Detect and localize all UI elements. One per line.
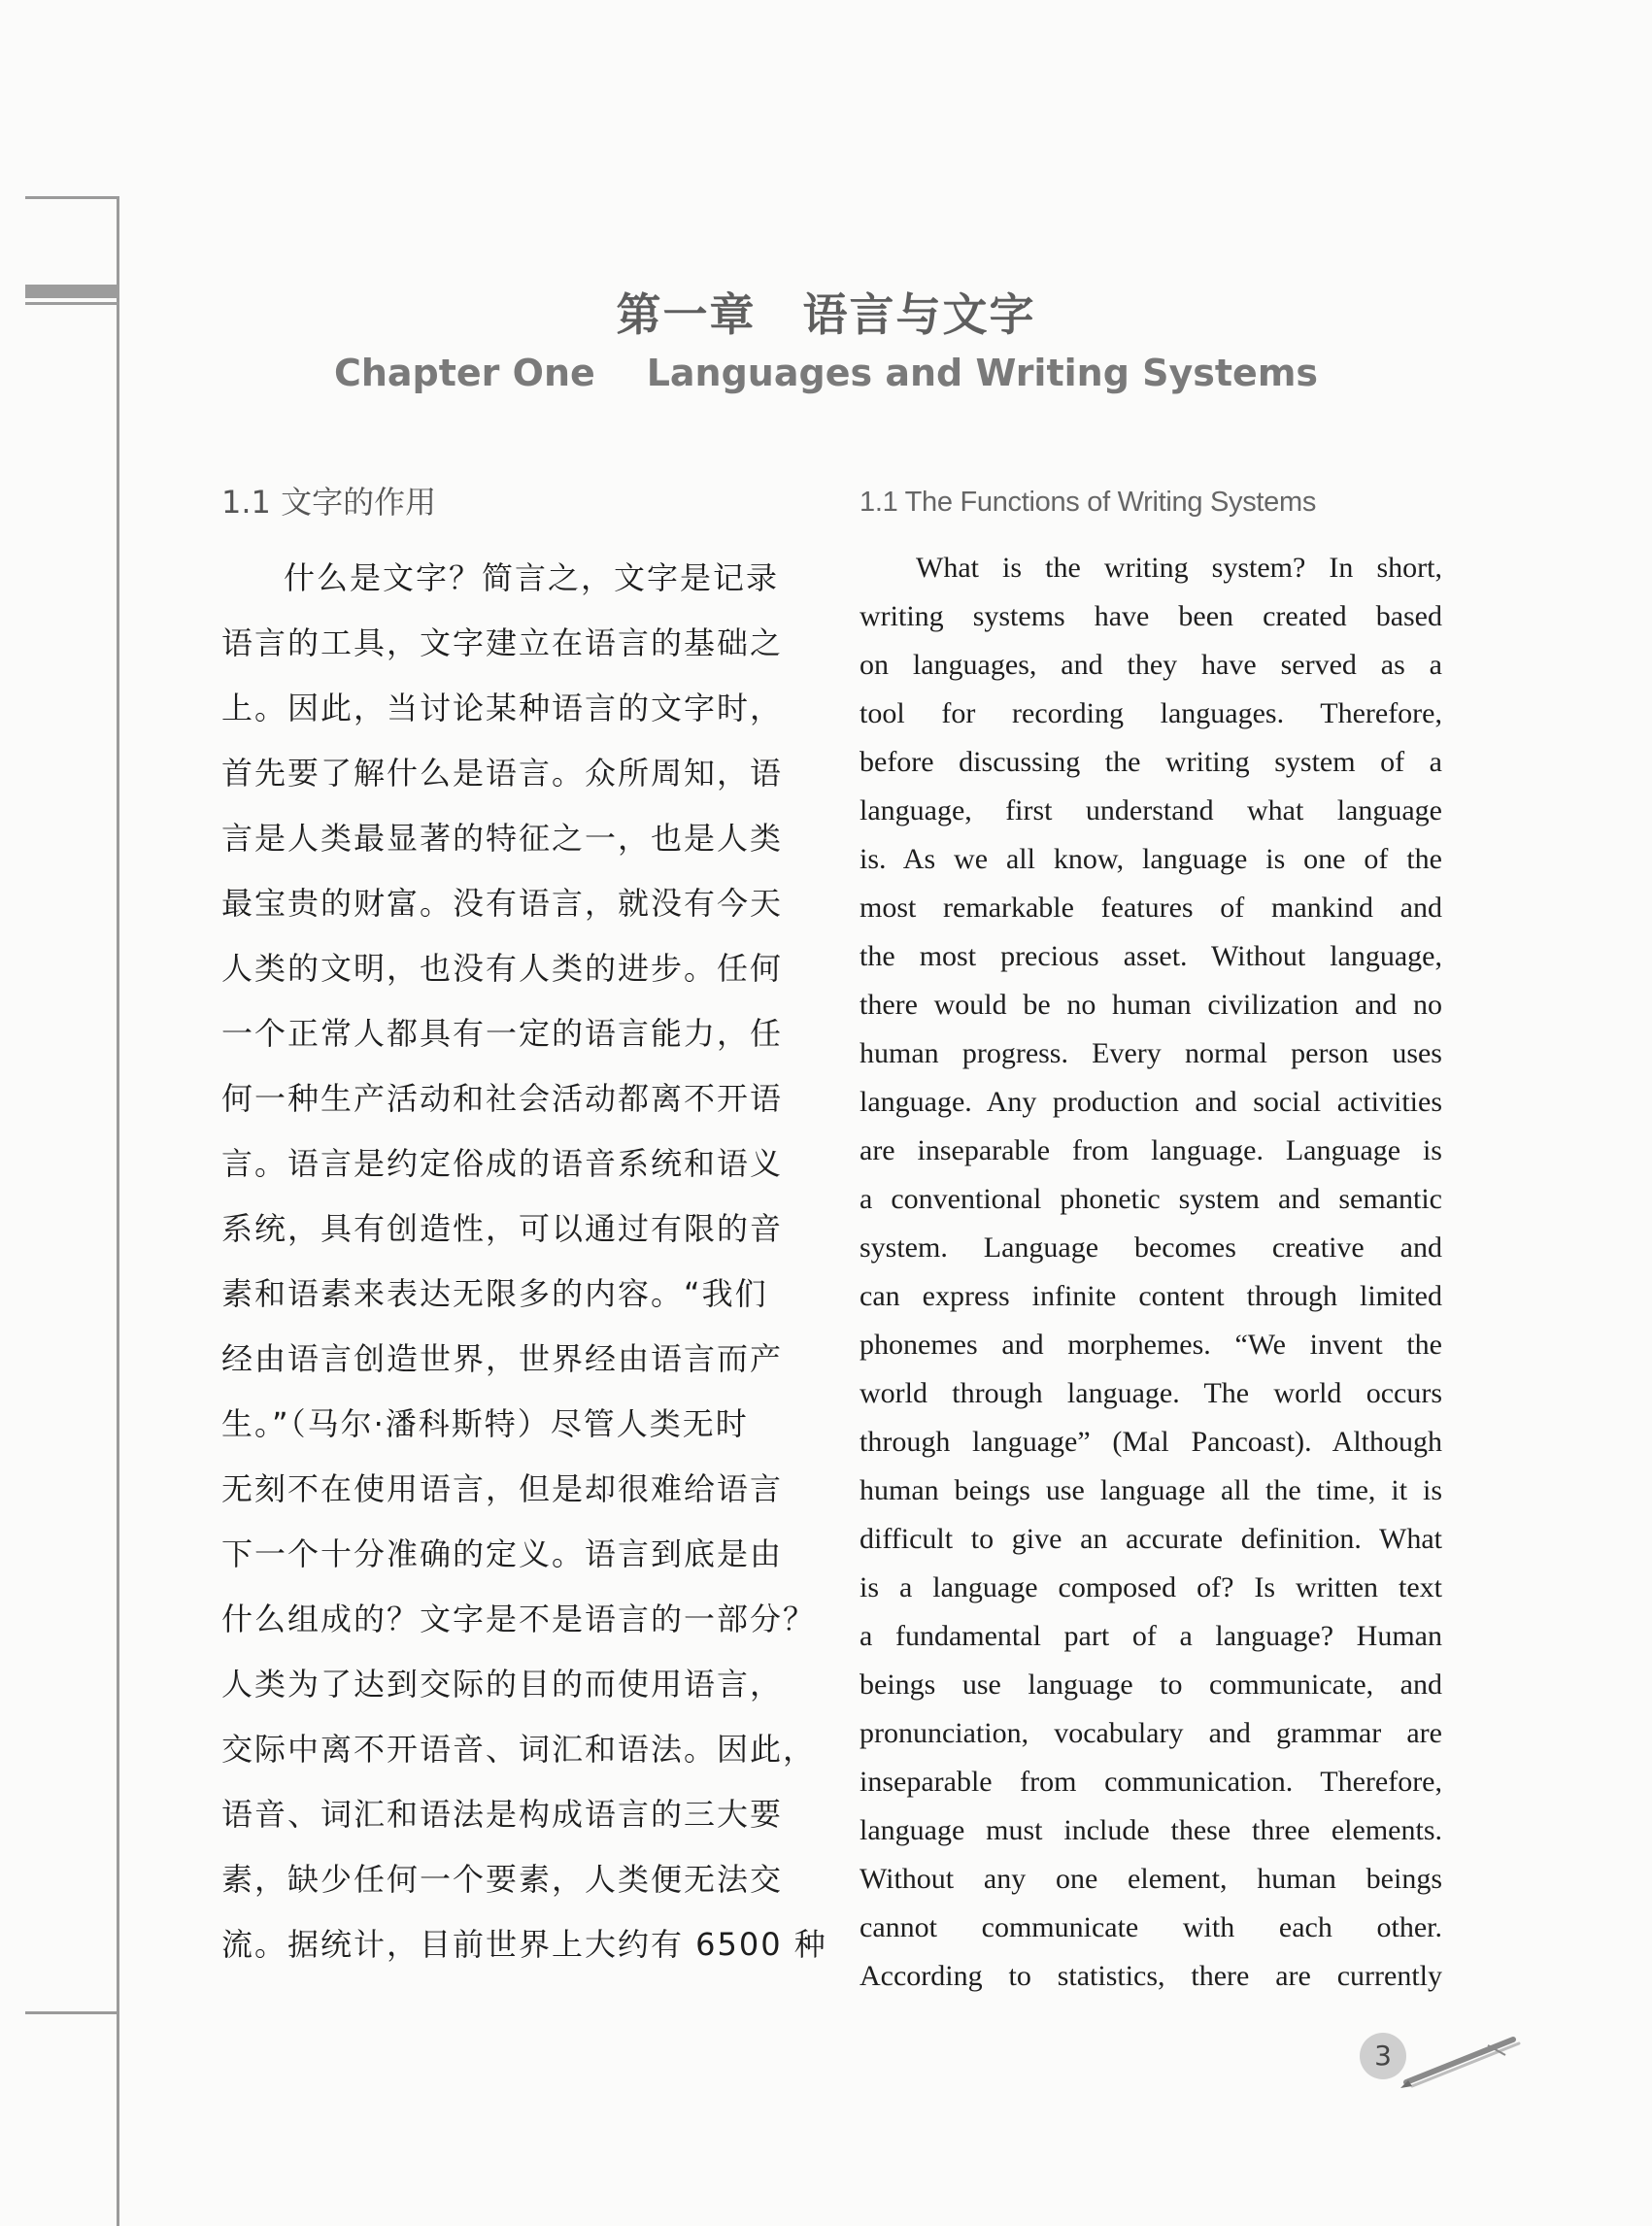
text-line: the most precious asset. Without language, (860, 940, 1442, 972)
text-line: system. Language becomes creative and (860, 1231, 1442, 1264)
section-heading-english: 1.1 The Functions of Writing Systems (860, 487, 1317, 518)
text-line: through language” (Mal Pancoast). Although (860, 1426, 1442, 1458)
margin-rule-bottom (25, 2011, 119, 2014)
text-line: there would be no human civilization and no (860, 989, 1442, 1021)
text-line: language, first understand what language (860, 794, 1442, 826)
text-line: 什么组成的？文字是不是语言的一部分？ (221, 1601, 817, 1637)
text-line: human progress. Every normal person uses (860, 1037, 1442, 1069)
text-line: a conventional phonetic system and semantic (860, 1183, 1442, 1215)
text-line: pronunciation, vocabulary and grammar are (860, 1717, 1442, 1749)
text-line: world through language. The world occurs (860, 1377, 1442, 1409)
text-line: 素，缺少任何一个要素，人类便无法交 (221, 1861, 784, 1898)
page-number: 3 (1360, 2033, 1406, 2079)
text-line: 下一个十分准确的定义。语言到底是由 (221, 1535, 784, 1572)
chinese-column (221, 476, 827, 1977)
text-line: 上。因此，当讨论某种语言的文字时， (221, 690, 784, 726)
text-line: 无刻不在使用语言，但是却很难给语言 (221, 1470, 784, 1507)
text-line: 最宝贵的财富。没有语言，就没有今天 (221, 885, 784, 922)
chapter-title-english: Chapter One Languages and Writing Systems (333, 352, 1319, 394)
text-line: 言是人类最显著的特征之一，也是人类 (221, 820, 784, 857)
text-line: What is the writing system? In short, (916, 552, 1442, 584)
text-line: before discussing the writing system of a (860, 746, 1442, 778)
text-line: most remarkable features of mankind and (860, 892, 1442, 924)
text-line: cannot communicate with each other. (860, 1911, 1442, 1943)
margin-rule-top (25, 196, 119, 199)
text-line: 何一种生产活动和社会活动都离不开语 (221, 1080, 784, 1117)
text-line: language must include these three elements. (860, 1814, 1442, 1846)
text-line: Without any one element, human beings (860, 1863, 1442, 1895)
pen-icon (1399, 2032, 1525, 2090)
text-line: beings use language to communicate, and (860, 1669, 1442, 1701)
text-line: is a language composed of? Is written text (860, 1571, 1442, 1603)
margin-rule-vertical (117, 196, 119, 2226)
text-line: language. Any production and social activities (860, 1086, 1442, 1118)
text-line: 语言的工具，文字建立在语言的基础之 (221, 624, 784, 661)
text-line: human beings use language all the time, it is (860, 1474, 1442, 1506)
text-line: tool for recording languages. Therefore, (860, 697, 1442, 729)
text-line: 经由语言创造世界，世界经由语言而产 (221, 1340, 784, 1377)
text-line: 生。”（马尔·潘科斯特）尽管人类无时 (221, 1405, 749, 1442)
text-line: 语音、词汇和语法是构成语言的三大要 (221, 1796, 784, 1833)
chapter-title-chinese: 第一章 语言与文字 (616, 288, 1036, 341)
text-line: difficult to give an accurate definition. What (860, 1523, 1442, 1555)
text-line: inseparable from communication. Therefore, (860, 1766, 1442, 1798)
text-line: are inseparable from language. Language is (860, 1134, 1442, 1166)
text-line: a fundamental part of a language? Human (860, 1620, 1442, 1652)
text-line: 言。语言是约定俗成的语音系统和语义 (221, 1145, 784, 1182)
text-line: 人类为了达到交际的目的而使用语言， (221, 1666, 784, 1703)
text-line: 系统，具有创造性，可以通过有限的音 (221, 1210, 784, 1247)
paragraph-english (860, 544, 1442, 2001)
english-column (860, 476, 1442, 2001)
text-line: writing systems have been created based (860, 600, 1442, 632)
section-heading-chinese: 1.1 文字的作用 (221, 484, 437, 521)
text-line: phonemes and morphemes. “We invent the (860, 1329, 1442, 1361)
text-line: According to statistics, there are currently (860, 1960, 1442, 1992)
text-line: 人类的文明，也没有人类的进步。任何 (221, 950, 784, 987)
text-line: 交际中离不开语音、词汇和语法。因此， (221, 1731, 817, 1768)
text-line: 一个正常人都具有一定的语言能力，任 (221, 1015, 784, 1052)
paragraph-chinese (221, 546, 827, 1977)
text-line: on languages, and they have served as a (860, 649, 1442, 681)
text-line: is. As we all know, language is one of the (860, 843, 1442, 875)
text-line: 什么是文字？简言之，文字是记录 (284, 559, 780, 596)
text-line: 流。据统计，目前世界上大约有 6500 种 (221, 1926, 827, 1963)
text-line: 首先要了解什么是语言。众所周知，语 (221, 755, 784, 792)
text-line: 素和语素来表达无限多的内容。“我们 (221, 1275, 768, 1312)
text-line: can express infinite content through limited (860, 1280, 1442, 1312)
